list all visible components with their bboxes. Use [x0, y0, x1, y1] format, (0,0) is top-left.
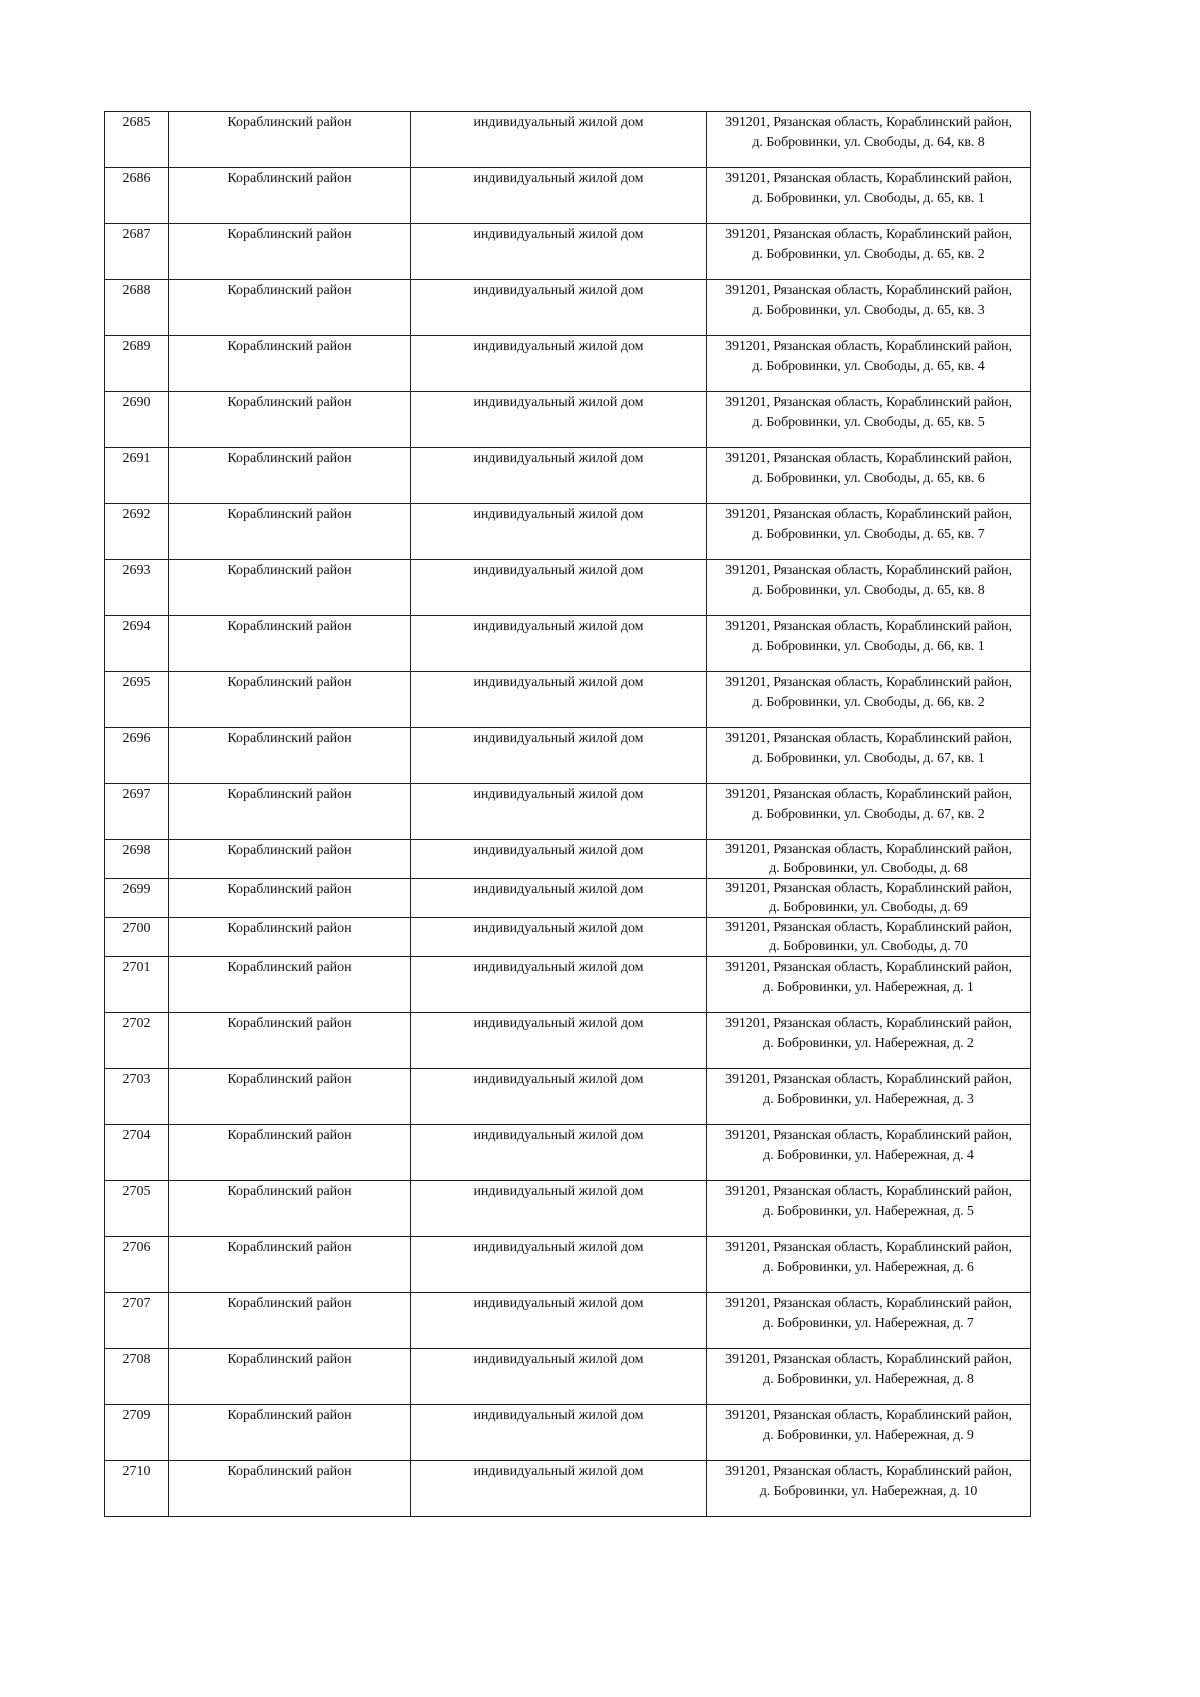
address-cell: [707, 1405, 1031, 1461]
object-type-cell: [411, 918, 707, 957]
row-number: 2698: [122, 843, 151, 858]
address-line-2: д. Бобровинки, ул. Свободы, д. 67, кв. 2: [752, 807, 985, 822]
table-row: [105, 672, 1031, 728]
object-type: индивидуальный жилой дом: [473, 1296, 644, 1311]
row-number-cell: [105, 112, 169, 168]
district-name: Кораблинский район: [227, 227, 352, 242]
address-line-1: 391201, Рязанская область, Кораблинский район,: [725, 1128, 1012, 1143]
object-type-cell: [411, 112, 707, 168]
district-name: Кораблинский район: [227, 115, 352, 130]
object-type: индивидуальный жилой дом: [473, 339, 644, 354]
object-type-cell: [411, 392, 707, 448]
district-cell: [169, 112, 411, 168]
district-name: Кораблинский район: [227, 843, 352, 858]
object-type: индивидуальный жилой дом: [473, 171, 644, 186]
row-number: 2706: [122, 1240, 151, 1255]
address-cell: [707, 616, 1031, 672]
district-name: Кораблинский район: [227, 563, 352, 578]
row-number: 2692: [122, 507, 151, 522]
object-type: индивидуальный жилой дом: [473, 451, 644, 466]
address-line-2: д. Бобровинки, ул. Набережная, д. 3: [763, 1092, 974, 1107]
object-type-cell: [411, 280, 707, 336]
object-type: индивидуальный жилой дом: [473, 787, 644, 802]
address-line-2: д. Бобровинки, ул. Свободы, д. 66, кв. 2: [752, 695, 985, 710]
row-number: 2699: [122, 882, 151, 897]
object-type: индивидуальный жилой дом: [473, 395, 644, 410]
address-line-2: д. Бобровинки, ул. Свободы, д. 68: [769, 861, 968, 876]
district-cell: [169, 448, 411, 504]
row-number: 2707: [122, 1296, 151, 1311]
row-number: 2710: [122, 1464, 151, 1479]
district-name: Кораблинский район: [227, 619, 352, 634]
district-cell: [169, 1349, 411, 1405]
row-number-cell: [105, 1069, 169, 1125]
address-line-2: д. Бобровинки, ул. Свободы, д. 65, кв. 7: [752, 527, 985, 542]
row-number-cell: [105, 616, 169, 672]
table-row: [105, 224, 1031, 280]
district-name: Кораблинский район: [227, 921, 352, 936]
row-number-cell: [105, 224, 169, 280]
table-row: [105, 1293, 1031, 1349]
row-number-cell: [105, 879, 169, 918]
table-row: [105, 168, 1031, 224]
row-number: 2686: [122, 171, 151, 186]
row-number-cell: [105, 1181, 169, 1237]
row-number-cell: [105, 672, 169, 728]
object-type-cell: [411, 1013, 707, 1069]
address-line-2: д. Бобровинки, ул. Набережная, д. 8: [763, 1372, 974, 1387]
table-row: [105, 1405, 1031, 1461]
address-cell: [707, 1013, 1031, 1069]
district-cell: [169, 1069, 411, 1125]
address-line-2: д. Бобровинки, ул. Набережная, д. 7: [763, 1316, 974, 1331]
table-row: [105, 1181, 1031, 1237]
table-row: [105, 840, 1031, 879]
address-line-2: д. Бобровинки, ул. Набережная, д. 10: [759, 1484, 978, 1499]
address-line-1: 391201, Рязанская область, Кораблинский район,: [725, 1016, 1012, 1031]
district-cell: [169, 1293, 411, 1349]
district-cell: [169, 728, 411, 784]
row-number: 2689: [122, 339, 151, 354]
district-name: Кораблинский район: [227, 675, 352, 690]
object-type-cell: [411, 672, 707, 728]
district-cell: [169, 1181, 411, 1237]
table-row: [105, 280, 1031, 336]
address-cell: [707, 560, 1031, 616]
row-number: 2695: [122, 675, 151, 690]
row-number-cell: [105, 560, 169, 616]
address-cell: [707, 168, 1031, 224]
district-cell: [169, 784, 411, 840]
row-number-cell: [105, 1125, 169, 1181]
address-line-1: 391201, Рязанская область, Кораблинский район,: [725, 619, 1012, 634]
address-line-1: 391201, Рязанская область, Кораблинский район,: [725, 1352, 1012, 1367]
object-type-cell: [411, 1237, 707, 1293]
address-line-2: д. Бобровинки, ул. Свободы, д. 69: [769, 900, 968, 915]
table-row: [105, 112, 1031, 168]
row-number: 2702: [122, 1016, 151, 1031]
address-cell: [707, 504, 1031, 560]
district-cell: [169, 1013, 411, 1069]
address-line-1: 391201, Рязанская область, Кораблинский район,: [725, 1408, 1012, 1423]
district-cell: [169, 957, 411, 1013]
address-line-2: д. Бобровинки, ул. Свободы, д. 67, кв. 1: [752, 751, 985, 766]
address-line-2: д. Бобровинки, ул. Свободы, д. 65, кв. 1: [752, 191, 985, 206]
table-row: [105, 504, 1031, 560]
row-number-cell: [105, 1349, 169, 1405]
object-type-cell: [411, 1405, 707, 1461]
object-type: индивидуальный жилой дом: [473, 1464, 644, 1479]
object-type: индивидуальный жилой дом: [473, 921, 644, 936]
district-name: Кораблинский район: [227, 1408, 352, 1423]
row-number: 2703: [122, 1072, 151, 1087]
address-cell: [707, 957, 1031, 1013]
address-cell: [707, 784, 1031, 840]
row-number: 2697: [122, 787, 151, 802]
row-number: 2709: [122, 1408, 151, 1423]
row-number: 2685: [122, 115, 151, 130]
object-type-cell: [411, 224, 707, 280]
object-type: индивидуальный жилой дом: [473, 507, 644, 522]
table-row: [105, 560, 1031, 616]
row-number-cell: [105, 336, 169, 392]
object-type: индивидуальный жилой дом: [473, 675, 644, 690]
row-number: 2690: [122, 395, 151, 410]
address-line-1: 391201, Рязанская область, Кораблинский район,: [725, 339, 1012, 354]
district-cell: [169, 616, 411, 672]
address-line-1: 391201, Рязанская область, Кораблинский район,: [725, 731, 1012, 746]
address-line-1: 391201, Рязанская область, Кораблинский район,: [725, 881, 1012, 896]
district-name: Кораблинский район: [227, 1296, 352, 1311]
table-row: [105, 1069, 1031, 1125]
object-type: индивидуальный жилой дом: [473, 960, 644, 975]
object-type: индивидуальный жилой дом: [473, 1128, 644, 1143]
address-line-2: д. Бобровинки, ул. Набережная, д. 1: [763, 980, 974, 995]
address-line-1: 391201, Рязанская область, Кораблинский район,: [725, 675, 1012, 690]
row-number-cell: [105, 1405, 169, 1461]
row-number-cell: [105, 728, 169, 784]
address-line-2: д. Бобровинки, ул. Набережная, д. 6: [763, 1260, 974, 1275]
row-number-cell: [105, 392, 169, 448]
address-cell: [707, 672, 1031, 728]
row-number: 2701: [122, 960, 151, 975]
district-name: Кораблинский район: [227, 395, 352, 410]
address-line-1: 391201, Рязанская область, Кораблинский район,: [725, 1184, 1012, 1199]
row-number: 2700: [122, 921, 151, 936]
address-cell: [707, 392, 1031, 448]
address-line-2: д. Бобровинки, ул. Свободы, д. 70: [769, 939, 968, 954]
object-type: индивидуальный жилой дом: [473, 115, 644, 130]
address-cell: [707, 112, 1031, 168]
district-name: Кораблинский район: [227, 171, 352, 186]
district-cell: [169, 280, 411, 336]
row-number-cell: [105, 1461, 169, 1517]
object-type-cell: [411, 1293, 707, 1349]
object-type: индивидуальный жилой дом: [473, 1016, 644, 1031]
object-type: индивидуальный жилой дом: [473, 1184, 644, 1199]
row-number-cell: [105, 840, 169, 879]
district-cell: [169, 224, 411, 280]
address-line-1: 391201, Рязанская область, Кораблинский район,: [725, 115, 1012, 130]
row-number-cell: [105, 280, 169, 336]
address-line-1: 391201, Рязанская область, Кораблинский район,: [725, 1240, 1012, 1255]
object-type-cell: [411, 784, 707, 840]
district-name: Кораблинский район: [227, 1352, 352, 1367]
address-line-2: д. Бобровинки, ул. Свободы, д. 65, кв. 5: [752, 415, 985, 430]
address-line-1: 391201, Рязанская область, Кораблинский район,: [725, 507, 1012, 522]
row-number: 2708: [122, 1352, 151, 1367]
district-name: Кораблинский район: [227, 1464, 352, 1479]
object-type: индивидуальный жилой дом: [473, 1072, 644, 1087]
address-cell: [707, 1125, 1031, 1181]
district-name: Кораблинский район: [227, 451, 352, 466]
address-cell: [707, 1293, 1031, 1349]
address-cell: [707, 280, 1031, 336]
district-cell: [169, 560, 411, 616]
district-cell: [169, 504, 411, 560]
object-type: индивидуальный жилой дом: [473, 283, 644, 298]
district-cell: [169, 1237, 411, 1293]
address-cell: [707, 336, 1031, 392]
object-type-cell: [411, 336, 707, 392]
address-cell: [707, 840, 1031, 879]
row-number-cell: [105, 918, 169, 957]
row-number: 2705: [122, 1184, 151, 1199]
district-cell: [169, 840, 411, 879]
row-number-cell: [105, 1293, 169, 1349]
district-cell: [169, 168, 411, 224]
object-type: индивидуальный жилой дом: [473, 563, 644, 578]
table-row: [105, 1461, 1031, 1517]
address-cell: [707, 918, 1031, 957]
district-cell: [169, 392, 411, 448]
object-type-cell: [411, 1069, 707, 1125]
object-type-cell: [411, 616, 707, 672]
registry-table: [104, 111, 1031, 1517]
object-type-cell: [411, 728, 707, 784]
object-type: индивидуальный жилой дом: [473, 1240, 644, 1255]
address-line-1: 391201, Рязанская область, Кораблинский район,: [725, 395, 1012, 410]
address-line-2: д. Бобровинки, ул. Свободы, д. 64, кв. 8: [752, 135, 985, 150]
row-number: 2687: [122, 227, 151, 242]
address-cell: [707, 1349, 1031, 1405]
object-type: индивидуальный жилой дом: [473, 227, 644, 242]
object-type-cell: [411, 840, 707, 879]
table-row: [105, 728, 1031, 784]
object-type: индивидуальный жилой дом: [473, 731, 644, 746]
address-line-1: 391201, Рязанская область, Кораблинский район,: [725, 227, 1012, 242]
object-type: индивидуальный жилой дом: [473, 843, 644, 858]
row-number-cell: [105, 504, 169, 560]
address-line-2: д. Бобровинки, ул. Свободы, д. 66, кв. 1: [752, 639, 985, 654]
address-line-1: 391201, Рязанская область, Кораблинский район,: [725, 920, 1012, 935]
table-row: [105, 336, 1031, 392]
address-line-2: д. Бобровинки, ул. Свободы, д. 65, кв. 4: [752, 359, 985, 374]
address-line-2: д. Бобровинки, ул. Набережная, д. 2: [763, 1036, 974, 1051]
district-cell: [169, 1461, 411, 1517]
table-row: [105, 1349, 1031, 1405]
district-name: Кораблинский район: [227, 283, 352, 298]
row-number-cell: [105, 957, 169, 1013]
table-row: [105, 448, 1031, 504]
address-cell: [707, 224, 1031, 280]
object-type-cell: [411, 879, 707, 918]
address-cell: [707, 448, 1031, 504]
object-type-cell: [411, 168, 707, 224]
district-cell: [169, 336, 411, 392]
district-cell: [169, 1405, 411, 1461]
table-row: [105, 1013, 1031, 1069]
district-name: Кораблинский район: [227, 1072, 352, 1087]
address-cell: [707, 1237, 1031, 1293]
row-number-cell: [105, 168, 169, 224]
row-number: 2691: [122, 451, 151, 466]
district-name: Кораблинский район: [227, 960, 352, 975]
address-cell: [707, 1461, 1031, 1517]
row-number-cell: [105, 784, 169, 840]
district-name: Кораблинский район: [227, 882, 352, 897]
row-number: 2696: [122, 731, 151, 746]
table-row: [105, 1237, 1031, 1293]
district-name: Кораблинский район: [227, 1128, 352, 1143]
row-number-cell: [105, 1237, 169, 1293]
object-type-cell: [411, 1125, 707, 1181]
address-line-2: д. Бобровинки, ул. Набережная, д. 5: [763, 1204, 974, 1219]
address-line-1: 391201, Рязанская область, Кораблинский район,: [725, 451, 1012, 466]
address-line-2: д. Бобровинки, ул. Свободы, д. 65, кв. 3: [752, 303, 985, 318]
object-type-cell: [411, 1461, 707, 1517]
address-line-1: 391201, Рязанская область, Кораблинский район,: [725, 1464, 1012, 1479]
table-row: [105, 879, 1031, 918]
district-cell: [169, 879, 411, 918]
district-name: Кораблинский район: [227, 339, 352, 354]
row-number: 2704: [122, 1128, 151, 1143]
object-type-cell: [411, 1181, 707, 1237]
district-cell: [169, 1125, 411, 1181]
district-name: Кораблинский район: [227, 1240, 352, 1255]
table-row: [105, 957, 1031, 1013]
table-row: [105, 392, 1031, 448]
district-name: Кораблинский район: [227, 507, 352, 522]
table-row: [105, 784, 1031, 840]
district-cell: [169, 672, 411, 728]
address-cell: [707, 879, 1031, 918]
address-line-2: д. Бобровинки, ул. Набережная, д. 9: [763, 1428, 974, 1443]
address-line-2: д. Бобровинки, ул. Свободы, д. 65, кв. 8: [752, 583, 985, 598]
address-line-1: 391201, Рязанская область, Кораблинский район,: [725, 283, 1012, 298]
object-type: индивидуальный жилой дом: [473, 1408, 644, 1423]
row-number: 2688: [122, 283, 151, 298]
address-line-1: 391201, Рязанская область, Кораблинский район,: [725, 171, 1012, 186]
address-line-1: 391201, Рязанская область, Кораблинский район,: [725, 1072, 1012, 1087]
address-cell: [707, 1181, 1031, 1237]
table-row: [105, 1125, 1031, 1181]
address-line-1: 391201, Рязанская область, Кораблинский район,: [725, 1296, 1012, 1311]
address-line-2: д. Бобровинки, ул. Свободы, д. 65, кв. 2: [752, 247, 985, 262]
registry-table-body: [105, 112, 1031, 1517]
district-name: Кораблинский район: [227, 731, 352, 746]
object-type: индивидуальный жилой дом: [473, 619, 644, 634]
district-cell: [169, 918, 411, 957]
district-name: Кораблинский район: [227, 787, 352, 802]
address-line-1: 391201, Рязанская область, Кораблинский район,: [725, 960, 1012, 975]
address-line-2: д. Бобровинки, ул. Свободы, д. 65, кв. 6: [752, 471, 985, 486]
table-row: [105, 616, 1031, 672]
row-number-cell: [105, 448, 169, 504]
object-type-cell: [411, 504, 707, 560]
address-cell: [707, 728, 1031, 784]
address-line-1: 391201, Рязанская область, Кораблинский район,: [725, 563, 1012, 578]
district-name: Кораблинский район: [227, 1184, 352, 1199]
object-type-cell: [411, 1349, 707, 1405]
address-line-1: 391201, Рязанская область, Кораблинский район,: [725, 842, 1012, 857]
object-type-cell: [411, 560, 707, 616]
address-line-1: 391201, Рязанская область, Кораблинский район,: [725, 787, 1012, 802]
row-number: 2694: [122, 619, 151, 634]
object-type-cell: [411, 448, 707, 504]
object-type: индивидуальный жилой дом: [473, 1352, 644, 1367]
table-row: [105, 918, 1031, 957]
row-number-cell: [105, 1013, 169, 1069]
address-cell: [707, 1069, 1031, 1125]
row-number: 2693: [122, 563, 151, 578]
address-line-2: д. Бобровинки, ул. Набережная, д. 4: [763, 1148, 974, 1163]
district-name: Кораблинский район: [227, 1016, 352, 1031]
object-type: индивидуальный жилой дом: [473, 882, 644, 897]
object-type-cell: [411, 957, 707, 1013]
